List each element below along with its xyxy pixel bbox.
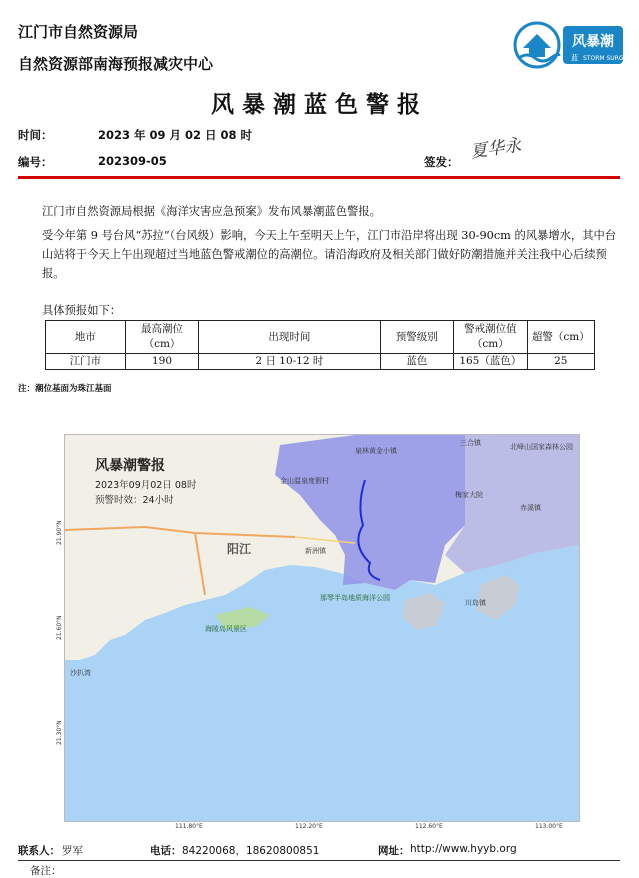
label-naqin: 那琴半岛地质海洋公园 xyxy=(320,594,390,602)
body-text-3 xyxy=(42,301,622,320)
number-value: 202309-05 xyxy=(98,154,167,168)
table-header: 出现时间 xyxy=(199,321,380,354)
body-text-2 xyxy=(42,226,622,283)
label-yangjiang: 阳江 xyxy=(227,542,252,556)
time-value: 2023 年 09 月 02 日 08 时 xyxy=(98,128,253,142)
lat-label: 21.90°N xyxy=(56,520,63,545)
web-label: 网址： xyxy=(378,845,410,857)
label-chixi: 赤溪镇 xyxy=(520,504,541,512)
lat-label: 21.60°N xyxy=(56,615,63,640)
label-quanlin: 泉林黄金小镇 xyxy=(355,447,397,455)
label-hotel: 金山温泉度假村 xyxy=(280,477,329,485)
website-link[interactable]: http://www.hyyb.org xyxy=(410,843,517,855)
logo-name: 风暴潮 xyxy=(572,34,614,50)
signature: 夏华永 xyxy=(469,135,523,163)
map-time: 2023年09月02日 08时 xyxy=(95,480,197,491)
phone-number: 84220068，18620800851 xyxy=(182,845,320,857)
lat-label: 21.30°N xyxy=(56,720,63,745)
bureau-name: 江门市自然资源局 xyxy=(18,23,139,41)
phone-label: 电话： xyxy=(150,845,182,857)
table-cell: 江门市 xyxy=(46,354,126,370)
sign-label: 签发： xyxy=(424,155,459,169)
storm-surge-logo xyxy=(513,20,625,70)
table-cell: 蓝色 xyxy=(380,354,454,370)
paragraph-1: 江门市自然资源局根据《海洋灾害应急预案》发布风暴潮蓝色警报。 xyxy=(42,205,381,218)
label-hailing: 海陵岛风景区 xyxy=(205,625,247,633)
datum-note: 注：潮位基面为珠江基面 xyxy=(18,384,112,394)
remark-label: 备注： xyxy=(30,865,62,877)
contact-name: 罗军 xyxy=(62,845,83,857)
footer-divider xyxy=(18,860,620,861)
table-cell: 190 xyxy=(125,354,199,370)
map-title: 风暴潮警报 xyxy=(95,458,165,474)
table-header: 最高潮位（cm） xyxy=(125,321,199,354)
forecast-table xyxy=(45,320,595,370)
lon-label: 112.60°E xyxy=(415,823,443,830)
table-header: 预警级别 xyxy=(380,321,454,354)
paragraph-2: 受今年第 9 号台风“苏拉”（台风级）影响，今天上午至明天上午，江门市沿岸将出现 30-90cm 的风暴增水，其中台山站将于今天上午出现超过当地蓝色警戒潮位的高潮位。请沿海政府及相关部门做好防潮措施并关注我中心后续预报。 xyxy=(42,229,617,280)
label-sanhe: 三合镇 xyxy=(460,439,481,447)
table-cell: 165（蓝色） xyxy=(454,354,528,370)
header-divider xyxy=(18,176,620,179)
table-header: 超警（cm） xyxy=(527,321,594,354)
logo-sub-left: 蓝 xyxy=(571,54,578,62)
page-title: 风暴潮蓝色警报 xyxy=(211,92,428,118)
table-cell: 2 日 10-12 时 xyxy=(199,354,380,370)
lon-label: 112.20°E xyxy=(295,823,323,830)
label-xinzhou: 新洲镇 xyxy=(305,547,326,555)
label-chuandao: 川岛镇 xyxy=(465,599,486,607)
number-label: 编号： xyxy=(18,155,53,169)
body-text xyxy=(42,202,622,221)
table-header-row xyxy=(46,321,595,354)
map-validity: 预警时效：24小时 xyxy=(95,495,174,506)
table-cell: 25 xyxy=(527,354,594,370)
table-header: 地市 xyxy=(46,321,126,354)
contact-label: 联系人： xyxy=(18,845,60,857)
table-header: 警戒潮位值（cm） xyxy=(454,321,528,354)
warning-map xyxy=(64,434,580,822)
label-beifeng: 北峰山国家森林公园 xyxy=(510,443,573,451)
lon-label: 113.00°E xyxy=(535,823,563,830)
label-shapo: 沙扒湾 xyxy=(70,669,91,677)
label-meijia: 梅家大院 xyxy=(455,491,483,499)
center-name: 自然资源部南海预报减灾中心 xyxy=(18,55,214,73)
table-row xyxy=(46,354,595,370)
time-label: 时间： xyxy=(18,128,53,142)
lon-label: 111.80°E xyxy=(175,823,203,830)
paragraph-3: 具体预报如下： xyxy=(42,304,122,317)
logo-sub-right: STORM SURGE xyxy=(583,55,625,62)
